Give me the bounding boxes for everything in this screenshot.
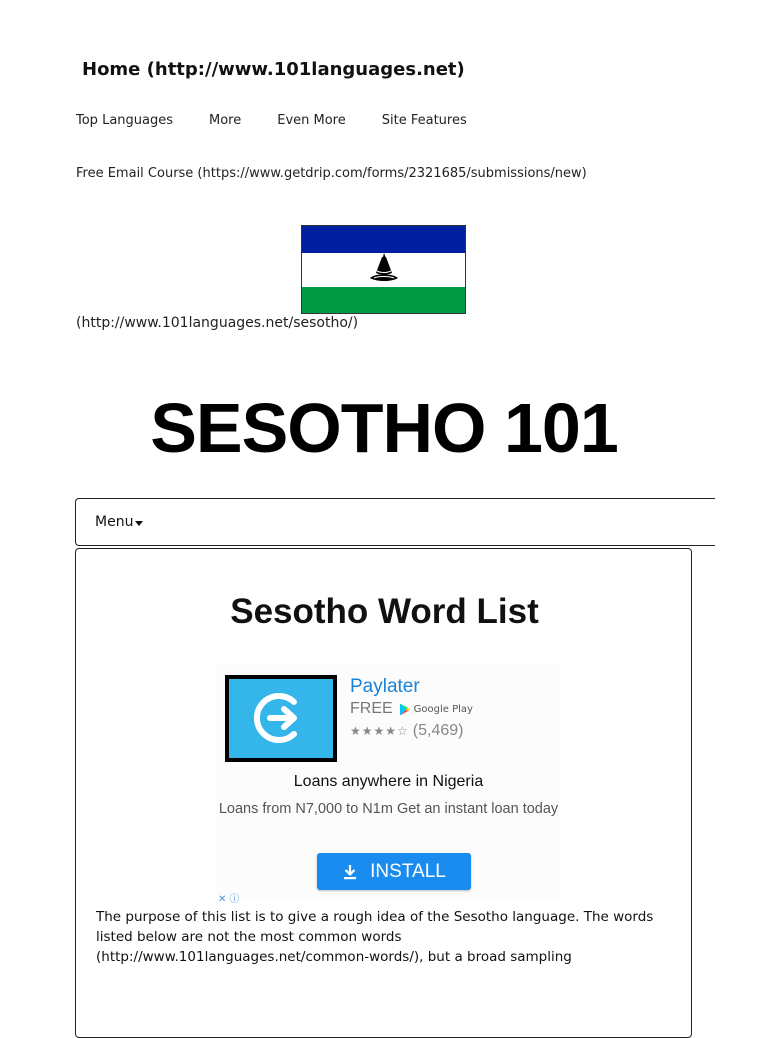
rating-row: [350, 722, 464, 740]
top-nav: [76, 113, 467, 128]
app-icon-bg: [229, 679, 333, 758]
lesotho-flag-icon[interactable]: [301, 225, 466, 314]
store-name: Google Play: [413, 703, 473, 715]
word-list-heading: Sesotho Word List: [230, 592, 539, 631]
app-name[interactable]: Paylater: [350, 676, 420, 697]
menu-bar: [75, 498, 715, 546]
home-link[interactable]: Home (http://www.101languages.net): [82, 59, 465, 80]
flag-band-green: [302, 287, 465, 314]
email-course-link[interactable]: Free Email Course (https://www.getdrip.com/forms/2321685/submissions/new): [76, 166, 587, 181]
menu-label: Menu: [95, 514, 134, 530]
basotho-hat-icon: [368, 251, 400, 287]
google-play-badge: [399, 703, 473, 716]
page-title: SESOTHO 101: [150, 389, 618, 467]
star-rating-icon: ★★★★☆: [350, 724, 409, 738]
rating-count: (5,469): [412, 722, 464, 739]
menu-toggle-button[interactable]: [95, 514, 143, 530]
main-content: [75, 548, 692, 1038]
flag-band-blue: [302, 226, 465, 253]
app-price: FREE: [350, 700, 393, 717]
app-install-ad[interactable]: [216, 664, 561, 905]
install-label: INSTALL: [370, 860, 446, 882]
ad-headline[interactable]: Loans anywhere in Nigeria: [293, 773, 484, 790]
download-icon: [342, 864, 358, 880]
nav-item-more[interactable]: More: [209, 113, 242, 128]
ad-choices-icon[interactable]: ✕ ⓘ: [218, 894, 240, 905]
sesotho-page-link[interactable]: (http://www.101languages.net/sesotho/): [76, 315, 359, 331]
nav-item-top-languages[interactable]: Top Languages: [76, 113, 173, 128]
caret-down-icon: [135, 521, 143, 526]
app-price-row: [350, 700, 473, 718]
intro-paragraph: The purpose of this list is to give a rough idea of the Sesotho language. The words listed below are not the most common words (http://www.101languages.net/common-words/), but a broad sampling: [96, 909, 654, 965]
nav-item-site-features[interactable]: Site Features: [381, 113, 467, 128]
ad-body: Loans from N7,000 to N1m Get an instant loan today: [218, 801, 559, 817]
app-icon[interactable]: [225, 675, 337, 762]
nav-item-even-more[interactable]: Even More: [277, 113, 346, 128]
login-arrow-icon: [252, 688, 312, 748]
google-play-icon: [399, 703, 411, 716]
install-button[interactable]: [317, 853, 471, 890]
